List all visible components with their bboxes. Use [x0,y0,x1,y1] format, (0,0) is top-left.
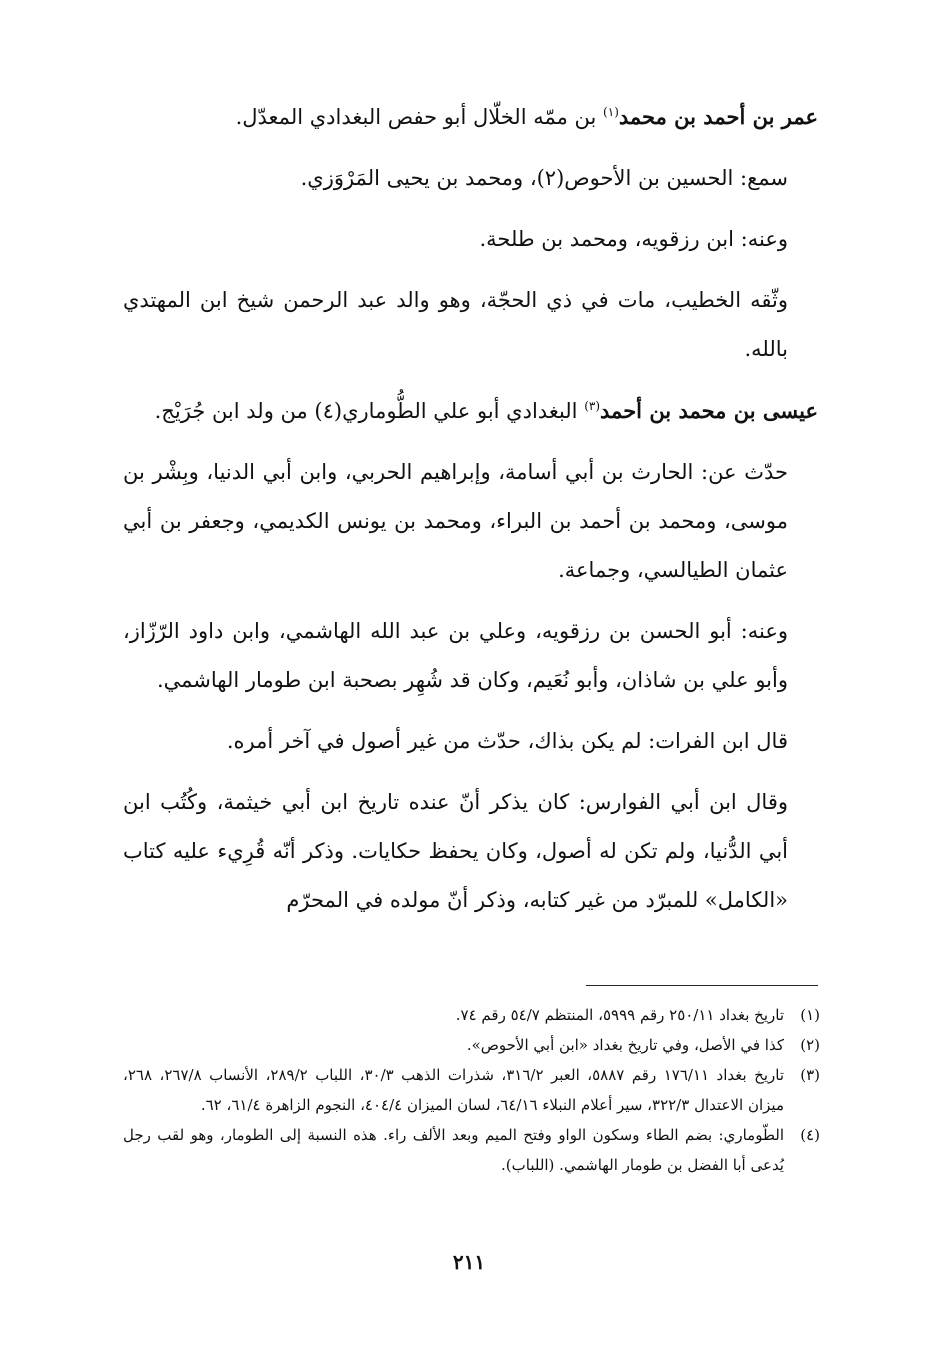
main-text [123,92,818,937]
footnotes [123,1000,820,1180]
biography-entry-omar [123,92,818,374]
biography-entry-isa [123,386,818,925]
entry-heading [123,92,818,142]
footnote-divider [586,985,818,986]
paragraph: وثّقه الخطيب، مات في ذي الحجّة، وهو والد عبد الرحمن شيخ ابن المهتدي بالله. [123,288,788,361]
paragraph: قال ابن الفرات: لم يكن بذاك، حدّث من غير أصول في آخر أمره. [226,729,788,753]
footnote-number: (٣) [800,1066,820,1084]
entry-name: عمر بن أحمد بن محمد [618,104,818,129]
footnote-number: (٤) [800,1126,820,1144]
footnote [123,1000,820,1030]
footnote-number: (١) [800,1006,820,1024]
footnote-text: تاريخ بغداد ١٧٦/١١ رقم ٥٨٨٧، العبر ٣١٦/٢، شذرات الذهب ٣٠/٣، اللباب ٢٨٩/٢، الأنساب ٢٦٧/٨، ٢٦٨، ميزان الاعتدال ٣٢٢/٣، سير أعلام النبلاء ٦٤/١٦، لسان الميزان ٤٠٤/٤، النجوم الزاهرة ٦١/٤، ٦٢. [123,1066,784,1114]
entry-name: عيسى بن محمد بن أحمد [600,398,818,423]
footnote-text: تاريخ بغداد ٢٥٠/١١ رقم ٥٩٩٩، المنتظم ٥٤/٧ رقم ٧٤. [455,1006,784,1024]
footnote-marker: (١) [603,105,619,119]
footnote-number: (٢) [800,1036,820,1054]
paragraph: وعنه: أبو الحسن بن رزقويه، وعلي بن عبد الله الهاشمي، وابن داود الرّزّاز، وأبو علي بن شاذان، وأبو نُعَيم، وكان قد شُهِر بصحبة ابن طومار الهاشمي. [123,619,788,692]
paragraph: وقال ابن أبي الفوارس: كان يذكر أنّ عنده تاريخ ابن أبي خيثمة، وكُتُب ابن أبي الدُّنيا، ولم تكن له أصول، وكان يحفظ حكايات. وذكر أنّه قُرِيء عليه كتاب «الكامل» للمبرّد من غير كتابه، وذكر أنّ مولده في المحرّم [123,790,788,912]
footnote-text: كذا في الأصل، وفي تاريخ بغداد «ابن أبي الأحوص». [466,1036,784,1054]
paragraph: حدّث عن: الحارث بن أبي أسامة، وإبراهيم الحربي، وابن أبي الدنيا، وبِشْر بن موسى، ومحمد بن أحمد بن البراء، ومحمد بن يونس الكديمي، وجعفر بن أبي عثمان الطيالسي، وجماعة. [123,460,788,582]
page-number: ٢١١ [452,1250,486,1274]
paragraph: سمع: الحسين بن الأحوص(٢)، ومحمد بن يحيى المَرْوَزي. [300,166,788,190]
entry-heading [123,386,818,436]
paragraph: وعنه: ابن رزقويه، ومحمد بن طلحة. [479,227,788,251]
footnote [123,1030,820,1060]
footnote [123,1120,820,1180]
entry-heading-rest: بن ممّه الخلّال أبو حفص البغدادي المعدّل. [235,105,604,129]
entry-heading-rest: البغدادي أبو علي الطُّوماري(٤) من ولد ابن جُرَيْج. [154,399,585,423]
footnote [123,1060,820,1120]
footnote-text: الطّوماري: بضم الطاء وسكون الواو وفتح الميم وبعد الألف راء. هذه النسبة إلى الطومار، وهو لقب رجل يُدعى أبا الفضل بن طومار الهاشمي. (اللباب). [123,1126,784,1174]
footnote-marker: (٣) [584,399,601,413]
